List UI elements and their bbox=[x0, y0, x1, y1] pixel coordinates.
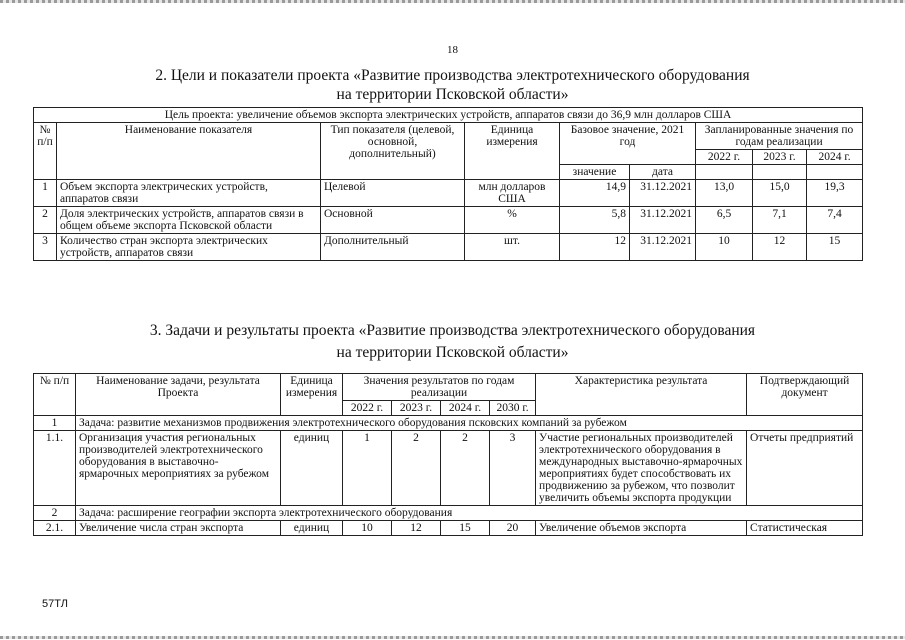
row-date: 31.12.2021 bbox=[630, 180, 696, 207]
result-name: Организация участия региональных производителей электротехнического оборудования в выставочно-ярмарочных мероприятиях за рубежом bbox=[76, 431, 281, 506]
result-2024: 15 bbox=[441, 521, 490, 536]
header-2022: 2022 г. bbox=[343, 401, 392, 416]
row-type: Целевой bbox=[321, 180, 465, 207]
task-row bbox=[34, 506, 863, 521]
header-unit: Единица измерения bbox=[465, 123, 560, 180]
result-row bbox=[34, 521, 863, 536]
row-type: Дополнительный bbox=[321, 234, 465, 261]
header-row bbox=[34, 374, 863, 401]
header-base-value: Базовое значение, 2021 год bbox=[560, 123, 696, 165]
header-2023: 2023 г. bbox=[392, 401, 441, 416]
header-unit: Единица измерения bbox=[281, 374, 343, 416]
result-row bbox=[34, 431, 863, 506]
table-row bbox=[34, 180, 863, 207]
header-num: № п/п bbox=[34, 374, 76, 416]
row-date: 31.12.2021 bbox=[630, 207, 696, 234]
header-2030: 2030 г. bbox=[490, 401, 536, 416]
table-row bbox=[34, 207, 863, 234]
result-num: 1.1. bbox=[34, 431, 76, 506]
header-task-name: Наименование задачи, результата Проекта bbox=[76, 374, 281, 416]
header-indicator-name: Наименование показателя bbox=[57, 123, 321, 180]
result-document: Отчеты предприятий bbox=[747, 431, 863, 506]
project-goal: Цель проекта: увеличение объемов экспорта электрических устройств, аппаратов связи до 36,9 млн долларов США bbox=[34, 108, 863, 123]
section3-title bbox=[0, 320, 905, 364]
result-document: Статистическая bbox=[747, 521, 863, 536]
row-2024: 15 bbox=[807, 234, 863, 261]
row-2022: 10 bbox=[696, 234, 753, 261]
scan-top-edge bbox=[0, 0, 905, 3]
footer-code: 57ТЛ bbox=[42, 598, 68, 610]
section2-title bbox=[0, 66, 905, 104]
task-row bbox=[34, 416, 863, 431]
row-2022: 13,0 bbox=[696, 180, 753, 207]
header-base-val: значение bbox=[560, 165, 630, 180]
result-unit: единиц bbox=[281, 521, 343, 536]
result-2023: 12 bbox=[392, 521, 441, 536]
row-2023: 12 bbox=[753, 234, 807, 261]
header-2023: 2023 г. bbox=[753, 150, 807, 165]
tasks-results-table bbox=[33, 373, 863, 536]
result-2030: 3 bbox=[490, 431, 536, 506]
header-num: № п/п bbox=[34, 123, 57, 180]
row-2023: 7,1 bbox=[753, 207, 807, 234]
result-unit: единиц bbox=[281, 431, 343, 506]
header-row bbox=[34, 123, 863, 150]
result-name: Увеличение числа стран экспорта bbox=[76, 521, 281, 536]
task-num: 2 bbox=[34, 506, 76, 521]
task-num: 1 bbox=[34, 416, 76, 431]
row-num: 1 bbox=[34, 180, 57, 207]
row-value: 12 bbox=[560, 234, 630, 261]
row-type: Основной bbox=[321, 207, 465, 234]
header-2024: 2024 г. bbox=[441, 401, 490, 416]
section3-title-line1: 3. Задачи и результаты проекта «Развитие производства электротехнического оборудования bbox=[149, 322, 756, 339]
task-text: Задача: развитие механизмов продвижения электротехнического оборудования псковских компаний за рубежом bbox=[76, 416, 863, 431]
page-number: 18 bbox=[447, 44, 458, 56]
scan-bottom-edge bbox=[0, 636, 905, 639]
row-name: Доля электрических устройств, аппаратов связи в общем объеме экспорта Псковской области bbox=[57, 207, 321, 234]
row-value: 5,8 bbox=[560, 207, 630, 234]
row-2024: 19,3 bbox=[807, 180, 863, 207]
result-characteristic: Участие региональных производителей электротехнического оборудования в международных выставочно-ярмарочных мероприятиях будет способствовать их продвижению за рубежом, что позволит увеличить объемы экспорта продукции bbox=[536, 431, 747, 506]
row-date: 31.12.2021 bbox=[630, 234, 696, 261]
header-indicator-type: Тип показателя (целевой, основной, дополнительный) bbox=[321, 123, 465, 180]
result-characteristic: Увеличение объемов экспорта bbox=[536, 521, 747, 536]
indicators-table bbox=[33, 107, 863, 261]
row-unit: млн долларов США bbox=[465, 180, 560, 207]
row-value: 14,9 bbox=[560, 180, 630, 207]
row-2024: 7,4 bbox=[807, 207, 863, 234]
result-num: 2.1. bbox=[34, 521, 76, 536]
result-2030: 20 bbox=[490, 521, 536, 536]
result-2023: 2 bbox=[392, 431, 441, 506]
row-2023: 15,0 bbox=[753, 180, 807, 207]
task-text: Задача: расширение географии экспорта электротехнического оборудования bbox=[76, 506, 863, 521]
empty-cell bbox=[807, 165, 863, 180]
row-2022: 6,5 bbox=[696, 207, 753, 234]
table-row bbox=[34, 234, 863, 261]
header-values-by-year: Значения результатов по годам реализации bbox=[343, 374, 536, 401]
empty-cell bbox=[696, 165, 753, 180]
header-2022: 2022 г. bbox=[696, 150, 753, 165]
goal-row bbox=[34, 108, 863, 123]
row-name: Количество стран экспорта электрических устройств, аппаратов связи bbox=[57, 234, 321, 261]
row-name: Объем экспорта электрических устройств, аппаратов связи bbox=[57, 180, 321, 207]
row-num: 2 bbox=[34, 207, 57, 234]
row-unit: шт. bbox=[465, 234, 560, 261]
row-num: 3 bbox=[34, 234, 57, 261]
section3-title-line2: на территории Псковской области» bbox=[336, 344, 569, 361]
empty-cell bbox=[753, 165, 807, 180]
header-document: Подтверждающий документ bbox=[747, 374, 863, 416]
section2-title-line2: на территории Псковской области» bbox=[336, 86, 569, 103]
row-unit: % bbox=[465, 207, 560, 234]
section2-title-line1: 2. Цели и показатели проекта «Развитие производства электротехнического оборудования bbox=[155, 67, 750, 84]
result-2022: 1 bbox=[343, 431, 392, 506]
header-base-date: дата bbox=[630, 165, 696, 180]
header-characteristic: Характеристика результата bbox=[536, 374, 747, 416]
result-2024: 2 bbox=[441, 431, 490, 506]
header-planned: Запланированные значения по годам реализации bbox=[696, 123, 863, 150]
header-2024: 2024 г. bbox=[807, 150, 863, 165]
result-2022: 10 bbox=[343, 521, 392, 536]
